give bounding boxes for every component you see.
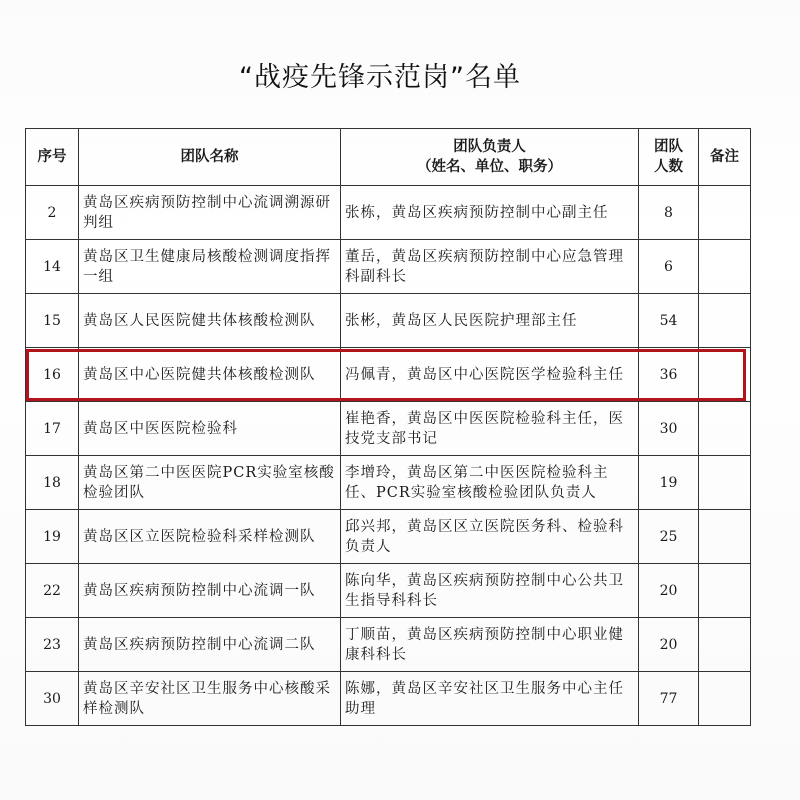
cell-leader: 董岳，黄岛区疾病预防控制中心应急管理科副科长 [341,240,639,294]
cell-team-name: 黄岛区疾病预防控制中心流调二队 [79,618,341,672]
cell-count: 25 [639,510,699,564]
cell-no: 18 [26,456,79,510]
table-row [26,672,751,726]
cell-count: 77 [639,672,699,726]
cell-no: 22 [26,564,79,618]
table-row [26,294,751,348]
document-title: “战疫先锋示范岗”名单 [239,62,521,93]
cell-no: 2 [26,186,79,240]
cell-leader: 李增玲，黄岛区第二中医医院检验科主任、PCR实验室核酸检验团队负责人 [341,456,639,510]
cell-count: 6 [639,240,699,294]
header-leader-line1: 团队负责人 [453,139,526,155]
cell-no: 17 [26,402,79,456]
cell-count: 8 [639,186,699,240]
cell-leader: 张彬，黄岛区人民医院护理部主任 [341,294,639,348]
cell-team-name: 黄岛区卫生健康局核酸检测调度指挥一组 [79,240,341,294]
cell-remark [699,564,751,618]
header-leader [341,129,639,186]
table-row [26,240,751,294]
header-count-line2: 人数 [654,159,683,175]
table-row-highlighted [26,348,751,402]
header-remark: 备注 [699,129,751,186]
cell-leader: 陈娜，黄岛区辛安社区卫生服务中心主任助理 [341,672,639,726]
cell-team-name: 黄岛区第二中医医院PCR实验室核酸检验团队 [79,456,341,510]
cell-remark [699,456,751,510]
cell-no: 15 [26,294,79,348]
cell-team-name: 黄岛区辛安社区卫生服务中心核酸采样检测队 [79,672,341,726]
cell-leader: 邱兴邦，黄岛区区立医院医务科、检验科负责人 [341,510,639,564]
cell-leader: 丁顺苗，黄岛区疾病预防控制中心职业健康科科长 [341,618,639,672]
cell-count: 19 [639,456,699,510]
cell-count: 20 [639,618,699,672]
cell-team-name: 黄岛区疾病预防控制中心流调溯源研判组 [79,186,341,240]
table-row [26,456,751,510]
cell-no: 30 [26,672,79,726]
cell-remark [699,240,751,294]
cell-no: 14 [26,240,79,294]
cell-leader: 冯佩青，黄岛区中心医院医学检验科主任 [341,348,639,402]
header-count [639,129,699,186]
header-leader-line2: （姓名、单位、职务） [417,159,562,175]
cell-remark [699,186,751,240]
header-team-name: 团队名称 [79,129,341,186]
cell-remark [699,348,751,402]
cell-leader: 张栋，黄岛区疾病预防控制中心副主任 [341,186,639,240]
cell-count: 54 [639,294,699,348]
table-row [26,510,751,564]
cell-remark [699,618,751,672]
header-no: 序号 [26,129,79,186]
cell-team-name: 黄岛区区立医院检验科采样检测队 [79,510,341,564]
table-row [26,186,751,240]
table-row [26,402,751,456]
table-row [26,618,751,672]
cell-leader: 陈向华，黄岛区疾病预防控制中心公共卫生指导科科长 [341,564,639,618]
table-row [26,564,751,618]
cell-count: 30 [639,402,699,456]
cell-no: 19 [26,510,79,564]
cell-team-name: 黄岛区疾病预防控制中心流调一队 [79,564,341,618]
cell-no: 16 [26,348,79,402]
cell-count: 20 [639,564,699,618]
cell-remark [699,510,751,564]
header-count-line1: 团队 [654,139,683,155]
cell-count: 36 [639,348,699,402]
cell-remark [699,402,751,456]
cell-team-name: 黄岛区中心医院健共体核酸检测队 [79,348,341,402]
cell-remark [699,672,751,726]
cell-team-name: 黄岛区人民医院健共体核酸检测队 [79,294,341,348]
cell-team-name: 黄岛区中医医院检验科 [79,402,341,456]
roster-table [25,128,751,726]
table-header-row [26,129,751,186]
cell-leader: 崔艳香，黄岛区中医医院检验科主任，医技党支部书记 [341,402,639,456]
cell-remark [699,294,751,348]
cell-no: 23 [26,618,79,672]
